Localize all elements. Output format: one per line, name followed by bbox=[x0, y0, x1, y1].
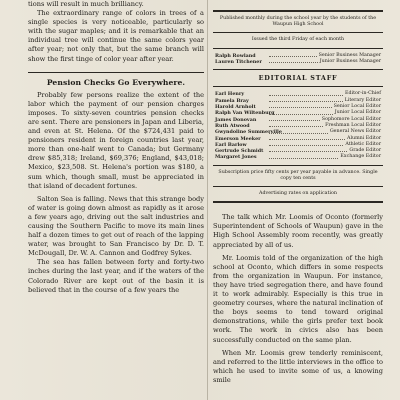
manager-role: Senior Business Manager bbox=[318, 52, 381, 58]
masthead-rule bbox=[213, 48, 383, 49]
loomis-paragraph-2: Mr. Loomis told of the organization of the high school at Oconto, which differs in some respects from the organization in Waupun. For instance, they have tried segregation there, and have found it to work admirably. Especially is this true in geometry courses, where the natural inclination of the boys seems to tend toward original demonstrations, while the girls prefer text book work. The work in civics also has been successfully conducted on the same plan. bbox=[213, 253, 383, 344]
staff-name: Earl Barlow bbox=[215, 141, 247, 148]
masthead-rule bbox=[213, 165, 383, 166]
staff-name: Gertrude Schmidt bbox=[215, 148, 264, 155]
staff-role: Literary Editor bbox=[344, 97, 381, 103]
lead-paragraph-2: The extraordinary range of colors in trees of a single species is very noticeable, particularly so with the sugar maples; and it is remarkable that an individual tree will continue the same colors year after year; not only that, but the same branch will show the first tinge of color year after year. bbox=[28, 9, 204, 63]
staff-name: Ralph Van Wiltenburg bbox=[215, 110, 275, 117]
salton-paragraph-2: The sea has fallen between forty and forty-two inches during the last year, and if the waters of the Colorado River are kept out of the basin it is believed that in the course of a few years the bbox=[28, 258, 204, 294]
subscription-note: Subscription price fifty cents per year payable in advance. Single copy ten cents bbox=[218, 169, 378, 181]
staff-role: Alumni Editor bbox=[347, 135, 381, 141]
managers-list bbox=[213, 53, 383, 66]
editorial-staff-title: EDITORIAL STAFF bbox=[258, 74, 338, 83]
column-gutter bbox=[207, 0, 208, 400]
loomis-paragraph-1: The talk which Mr. Loomis of Oconto (formerly Superintendent of Schools of Waupun) gave in the High School Assembly room recently, was greatly appreciated by all of us. bbox=[213, 213, 383, 249]
manager-name: Ralph Rowland bbox=[215, 52, 256, 59]
lead-paragraph-1: tions will result in much brilliancy. bbox=[28, 0, 144, 8]
staff-role: Senior Local Editor bbox=[333, 104, 381, 110]
masthead-rule bbox=[213, 69, 383, 70]
masthead-rule bbox=[213, 86, 383, 87]
staff-role: Freshman Local Editor bbox=[325, 122, 381, 128]
masthead-top-rule bbox=[213, 10, 383, 12]
left-column bbox=[28, 0, 204, 400]
masthead-rule bbox=[213, 186, 383, 187]
staff-name: Gwyndoline Summerville bbox=[215, 129, 282, 136]
staff-name: Harold Arnholt bbox=[215, 104, 256, 111]
staff-name: Ruth Atwood bbox=[215, 122, 250, 129]
staff-name: Earl Henry bbox=[215, 91, 245, 98]
manager-role: Junior Business Manager bbox=[319, 59, 381, 65]
staff-row bbox=[215, 154, 381, 160]
staff-role: Exchange Editor bbox=[340, 154, 381, 160]
manager-row bbox=[215, 59, 381, 65]
staff-role: Grade Editor bbox=[349, 148, 381, 154]
staff-role: Athletic Editor bbox=[345, 141, 381, 147]
section-divider bbox=[28, 72, 204, 73]
pension-headline: Pension Checks Go Everywhere. bbox=[46, 77, 186, 87]
pension-paragraph: Probably few persons realize the extent of the labor which the payment of our pension charges imposes. To sixty-seven countries pension checks are sent. There are pensioners in Japan and Liberia, and even at St. Helena. Of the $724,431 paid to pensioners resident in foreign countries last year, more than one-half went to Canada; but Germany drew $85,318; Ireland, $69,376; England, $43,018; Mexico, $23,508. St. Helena's portion was $180, a sum which, though small, must be appreciated in that island of decadent fortunes. bbox=[28, 90, 204, 190]
staff-name: Emerson Meeker bbox=[215, 135, 261, 142]
advertising-note: Advertising rates on application bbox=[259, 191, 337, 197]
right-column bbox=[213, 0, 383, 400]
masthead-intro: Published monthly during the school year by the students of the Waupun High School bbox=[219, 16, 377, 28]
staff-list bbox=[213, 91, 383, 160]
staff-role: Editor-in-Chief bbox=[345, 91, 381, 97]
staff-name: Pamela Bray bbox=[215, 97, 249, 104]
masthead-issue: Issued the third Friday of each month bbox=[251, 37, 345, 43]
masthead-rule bbox=[213, 32, 383, 33]
staff-role: Junior Local Editor bbox=[334, 110, 381, 116]
salton-paragraph-1: Salton Sea is falling. News that this strange body of water is going down almost as rapidly as it arose a few years ago, driving out the salt industries and causing the Southern Pacific to move its main lines half a dozen times to get out of reach of the lapping water, was brought to San Francisco by Dr. D. T. McDougall, Dr. W. A. Cannon and Godfrey Sykes. bbox=[28, 194, 204, 258]
staff-name: Margaret Jones bbox=[215, 154, 257, 161]
staff-name: James Donovan bbox=[215, 116, 257, 123]
masthead-bottom-rule bbox=[213, 201, 383, 203]
loomis-paragraph-3: When Mr. Loomis grew tenderly reminiscent, and referred to the little interviews in the office to which he used to invite some of us, a knowing smile bbox=[213, 348, 383, 384]
staff-role: Sophomore Local Editor bbox=[321, 116, 381, 122]
manager-name: Lauren Titchener bbox=[215, 59, 262, 66]
staff-role: General News Editor bbox=[329, 129, 381, 135]
